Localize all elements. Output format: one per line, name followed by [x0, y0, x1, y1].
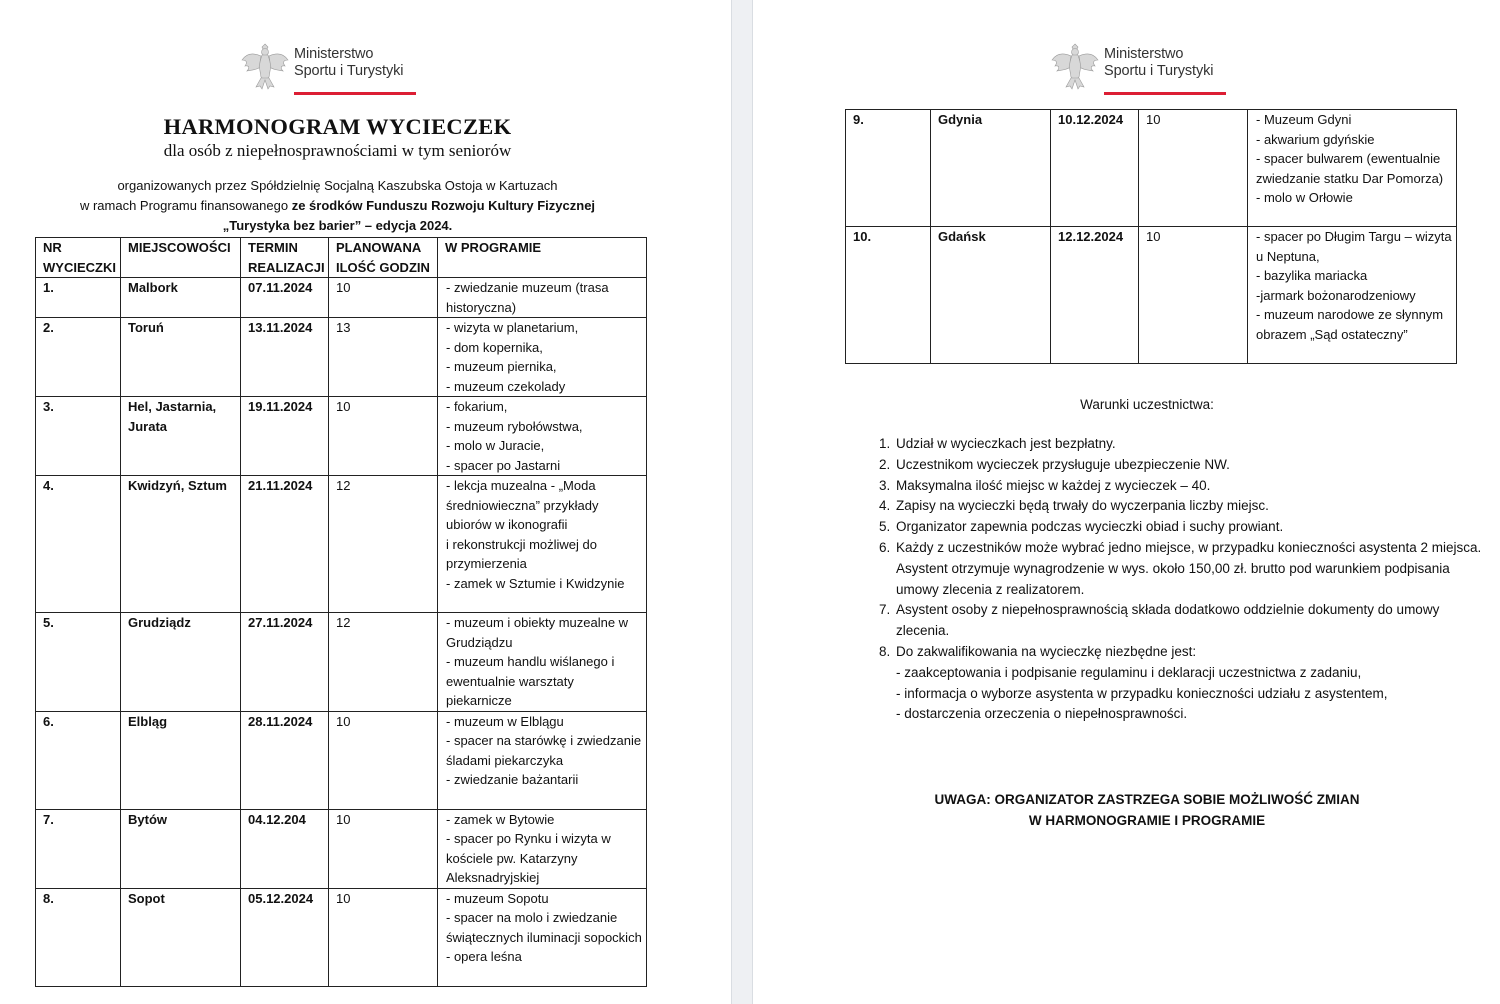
- document-title: HARMONOGRAM WYCIECZEK: [163, 114, 512, 139]
- page-gap: [731, 0, 753, 1004]
- condition-item: 2. Uczestnikom wycieczek przysługuje ubezpieczenie NW.: [894, 455, 1494, 476]
- trip-date: 13.11.2024: [241, 318, 329, 397]
- intro-line-2-plain: w ramach Programu finansowanego: [79, 198, 292, 213]
- trip-date: 07.11.2024: [241, 278, 329, 318]
- condition-item: 4. Zapisy na wycieczki będą trwały do wyczerpania liczby miejsc.: [894, 496, 1494, 517]
- column-header-hours: PLANOWANA ILOŚĆ GODZIN: [329, 238, 438, 278]
- trip-place: Gdańsk: [931, 227, 1051, 364]
- table-row: [36, 888, 647, 986]
- ministry-logo: [240, 40, 403, 92]
- trip-number: 3.: [36, 397, 121, 476]
- table-row: [846, 110, 1457, 227]
- condition-detail: - dostarczenia orzeczenia o niepełnosprawności.: [896, 706, 1188, 722]
- trip-hours: 10: [1139, 227, 1248, 364]
- trip-program: - muzeum i obiekty muzealne w Grudziądzu - muzeum handlu wiślanego i ewentualnie warsztaty piekarnicze: [438, 613, 647, 712]
- logo-red-bar: [294, 92, 416, 95]
- intro-line-3: „Turystyka bez barier” – edycja 2024.: [222, 218, 453, 233]
- condition-item: [894, 642, 1494, 725]
- notice-line-2: W HARMONOGRAMIE I PROGRAMIE: [1028, 812, 1266, 828]
- trip-date: 27.11.2024: [241, 613, 329, 712]
- trip-program: - fokarium, - muzeum rybołówstwa, - molo w Juracie, - spacer po Jastarni: [438, 397, 647, 476]
- condition-detail: - informacja o wyborze asystenta w przypadku konieczności udziału z asystentem,: [896, 685, 1388, 701]
- trip-hours: 12: [329, 613, 438, 712]
- trip-number: 8.: [36, 888, 121, 986]
- trip-hours: 13: [329, 318, 438, 397]
- trip-date: 21.11.2024: [241, 476, 329, 613]
- schedule-table-part-1: [35, 237, 647, 987]
- trip-hours: 12: [329, 476, 438, 613]
- trip-date: 04.12.204: [241, 809, 329, 888]
- table-row: [36, 397, 647, 476]
- trip-hours: 10: [329, 888, 438, 986]
- trip-hours: 10: [329, 809, 438, 888]
- schedule-table-part-2: [845, 109, 1457, 364]
- trip-program: - muzeum Sopotu - spacer na molo i zwiedzanie świątecznych iluminacji sopockich - opera leśna: [438, 888, 647, 986]
- table-row: [36, 613, 647, 712]
- trip-program: - Muzeum Gdyni - akwarium gdyńskie - spacer bulwarem (ewentualnie zwiedzanie statku Dar Pomorza) - molo w Orłowie: [1248, 110, 1457, 227]
- table-row: [36, 476, 647, 613]
- logo-red-bar: [1104, 92, 1226, 95]
- trip-place: Gdynia: [931, 110, 1051, 227]
- table-row: [36, 809, 647, 888]
- eagle-emblem-icon: [1050, 40, 1100, 92]
- document-page-1: [0, 0, 731, 1004]
- trip-date: 28.11.2024: [241, 711, 329, 809]
- trip-place: Bytów: [121, 809, 241, 888]
- intro-line-2: [0, 196, 675, 216]
- table-header-row: [36, 238, 647, 278]
- column-header-date: TERMIN REALIZACJI: [241, 238, 329, 278]
- trip-program: - muzeum w Elblągu - spacer na starówkę i zwiedzanie śladami piekarczyka - zwiedzanie bażantarii: [438, 711, 647, 809]
- eagle-emblem-icon: [240, 40, 290, 92]
- trip-number: 10.: [846, 227, 931, 364]
- trip-date: 10.12.2024: [1051, 110, 1139, 227]
- column-header-program: W PROGRAMIE: [438, 238, 647, 278]
- condition-item: 7. Asystent osoby z niepełnosprawnością składa dodatkowo oddzielnie dokumenty do umowy zlecenia.: [894, 600, 1494, 642]
- trip-place: Hel, Jastarnia, Jurata: [121, 397, 241, 476]
- conditions-title: Warunki uczestnictwa:: [1080, 397, 1214, 412]
- intro-line-1: organizowanych przez Spółdzielnię Socjalną Kaszubska Ostoja w Kartuzach: [117, 178, 558, 193]
- trip-place: Sopot: [121, 888, 241, 986]
- table-row: [36, 278, 647, 318]
- document-page-2: [753, 0, 1500, 1004]
- trip-place: Elbląg: [121, 711, 241, 809]
- trip-number: 4.: [36, 476, 121, 613]
- condition-item-text: Do zakwalifikowania na wycieczkę niezbędne jest:: [896, 643, 1197, 659]
- document-subtitle: dla osób z niepełnosprawnościami w tym seniorów: [163, 141, 512, 160]
- condition-detail: - zaakceptowania i podpisanie regulaminu i deklaracji uczestnictwa z zadaniu,: [896, 664, 1362, 680]
- table-row: [36, 711, 647, 809]
- trip-hours: 10: [329, 397, 438, 476]
- logo-line-2: Sportu i Turystyki: [1104, 63, 1214, 79]
- notice: [753, 790, 1500, 831]
- notice-line-1: UWAGA: ORGANIZATOR ZASTRZEGA SOBIE MOŻLIWOŚĆ ZMIAN: [934, 792, 1360, 807]
- trip-date: 19.11.2024: [241, 397, 329, 476]
- trip-date: 12.12.2024: [1051, 227, 1139, 364]
- logo-line-1: Ministerstwo: [294, 46, 374, 62]
- trip-number: 1.: [36, 278, 121, 318]
- trip-place: Malbork: [121, 278, 241, 318]
- trip-number: 5.: [36, 613, 121, 712]
- trip-number: 7.: [36, 809, 121, 888]
- trip-hours: 10: [329, 278, 438, 318]
- trip-number: 9.: [846, 110, 931, 227]
- condition-item: 1. Udział w wycieczkach jest bezpłatny.: [894, 434, 1494, 455]
- trip-place: Toruń: [121, 318, 241, 397]
- logo-line-2: Sportu i Turystyki: [294, 63, 404, 79]
- trip-date: 05.12.2024: [241, 888, 329, 986]
- table-row: [36, 318, 647, 397]
- trip-number: 6.: [36, 711, 121, 809]
- trip-place: Kwidzyń, Sztum: [121, 476, 241, 613]
- column-header-place: MIEJSCOWOŚCI: [121, 238, 241, 278]
- trip-program: - spacer po Długim Targu – wizyta u Neptuna, - bazylika mariacka -jarmark bożonarodzeniowy - muzeum narodowe ze słynnym obrazem „Sąd ostateczny”: [1248, 227, 1457, 364]
- column-header-nr: NR WYCIECZKI: [36, 238, 121, 278]
- trip-number: 2.: [36, 318, 121, 397]
- condition-item: 3. Maksymalna ilość miejsc w każdej z wycieczek – 40.: [894, 476, 1494, 497]
- logo-line-1: Ministerstwo: [1104, 46, 1184, 62]
- trip-program: - zwiedzanie muzeum (trasa historyczna): [438, 278, 647, 318]
- trip-hours: 10: [329, 711, 438, 809]
- condition-item: 5. Organizator zapewnia podczas wycieczki obiad i suchy prowiant.: [894, 517, 1494, 538]
- table-row: [846, 227, 1457, 364]
- intro-line-2-bold: ze środków Funduszu Rozwoju Kultury Fizycznej: [291, 198, 596, 213]
- trip-program: - lekcja muzealna - „Moda średniowieczna” przykłady ubiorów w ikonografii i rekonstrukcji możliwej do przymierzenia - zamek w Sztumie i Kwidzynie: [438, 476, 647, 613]
- ministry-logo: [1050, 40, 1213, 92]
- trip-place: Grudziądz: [121, 613, 241, 712]
- conditions-list: [846, 434, 1494, 725]
- trip-hours: 10: [1139, 110, 1248, 227]
- trip-program: - zamek w Bytowie - spacer po Rynku i wizyta w kościele pw. Katarzyny Aleksnadryjskiej: [438, 809, 647, 888]
- condition-item: 6. Każdy z uczestników może wybrać jedno miejsce, w przypadku konieczności asystenta 2 miejsca. Asystent otrzymuje wynagrodzenie w wys. około 150,00 zł. brutto pod warunkiem podpisania umowy zlecenia z realizatorem.: [894, 538, 1494, 600]
- trip-program: - wizyta w planetarium, - dom kopernika, - muzeum piernika, - muzeum czekolady: [438, 318, 647, 397]
